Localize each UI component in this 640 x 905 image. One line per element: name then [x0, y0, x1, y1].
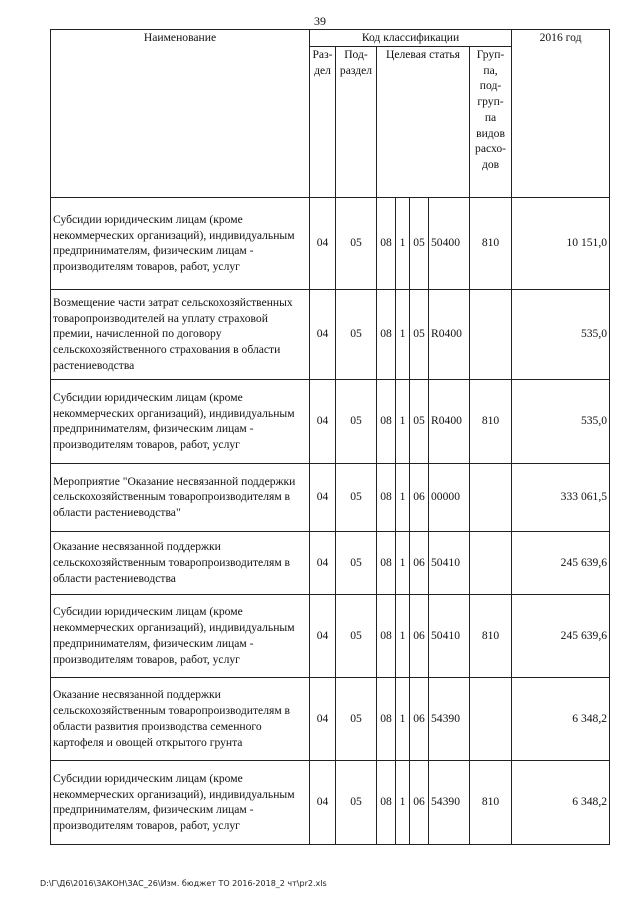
row-target-activity: 06: [410, 463, 429, 531]
page-number: 39: [314, 14, 326, 28]
row-section: 04: [310, 760, 336, 844]
row-subsection: 05: [336, 760, 377, 844]
row-name: Возмещение части затрат сельскохозяйственных товаропроизводителей на уплату страховой премии, начисленной по договору сельскохозяйственного страхования в области растениеводства: [51, 289, 310, 379]
row-group: 810: [470, 594, 512, 677]
row-group: [470, 289, 512, 379]
row-target-subprogram: 1: [396, 197, 410, 289]
row-amount: 6 348,2: [512, 677, 610, 760]
row-group: [470, 677, 512, 760]
row-group: 810: [470, 379, 512, 463]
header-classification: Код классификации: [310, 30, 512, 47]
row-target-subprogram: 1: [396, 379, 410, 463]
row-group: [470, 531, 512, 594]
header-year: 2016 год: [512, 30, 610, 198]
row-name: Оказание несвязанной поддержки сельскохозяйственным товаропроизводителям в области развития производства семенного картофеля и овощей открытого грунта: [51, 677, 310, 760]
row-target-subprogram: 1: [396, 531, 410, 594]
row-target-program: 08: [377, 463, 396, 531]
row-section: 04: [310, 463, 336, 531]
row-target-subprogram: 1: [396, 677, 410, 760]
row-amount: 535,0: [512, 289, 610, 379]
row-target-activity: 05: [410, 379, 429, 463]
row-section: 04: [310, 197, 336, 289]
row-amount: 10 151,0: [512, 197, 610, 289]
row-target-program: 08: [377, 379, 396, 463]
row-target-direction: R0400: [429, 379, 470, 463]
row-target-program: 08: [377, 289, 396, 379]
row-subsection: 05: [336, 594, 377, 677]
row-section: 04: [310, 289, 336, 379]
row-target-activity: 05: [410, 197, 429, 289]
row-amount: 245 639,6: [512, 594, 610, 677]
row-target-program: 08: [377, 760, 396, 844]
row-target-subprogram: 1: [396, 760, 410, 844]
footer-file-path: D:\Г\Д6\2016\ЗАКОН\ЗАС_26\Изм. бюджет ТО 2016-2018_2 чт\pr2.xls: [40, 879, 327, 888]
row-target-subprogram: 1: [396, 463, 410, 531]
row-target-activity: 06: [410, 594, 429, 677]
header-group: Груп- па, под- груп- па видов расхо- дов: [470, 46, 512, 197]
row-target-activity: 06: [410, 760, 429, 844]
header-section: Раз- дел: [310, 46, 336, 197]
row-amount: 535,0: [512, 379, 610, 463]
header-name: Наименование: [51, 30, 310, 198]
row-name: Субсидии юридическим лицам (кроме некоммерческих организаций), индивидуальным предпринимателям, физическим лицам - производителям товаров, работ, услуг: [51, 197, 310, 289]
row-section: 04: [310, 677, 336, 760]
row-target-program: 08: [377, 531, 396, 594]
row-name: Субсидии юридическим лицам (кроме некоммерческих организаций), индивидуальным предпринимателям, физическим лицам - производителям товаров, работ, услуг: [51, 379, 310, 463]
table-row: [51, 594, 610, 677]
row-name: Субсидии юридическим лицам (кроме некоммерческих организаций), индивидуальным предпринимателям, физическим лицам - производителям товаров, работ, услуг: [51, 594, 310, 677]
budget-table: [50, 29, 610, 845]
table-row: [51, 289, 610, 379]
row-amount: 333 061,5: [512, 463, 610, 531]
row-target-direction: 54390: [429, 760, 470, 844]
row-target-direction: 00000: [429, 463, 470, 531]
row-amount: 6 348,2: [512, 760, 610, 844]
row-subsection: 05: [336, 677, 377, 760]
row-target-direction: 50410: [429, 531, 470, 594]
row-name: Оказание несвязанной поддержки сельскохозяйственным товаропроизводителям в области растениеводства: [51, 531, 310, 594]
table-row: [51, 677, 610, 760]
row-target-program: 08: [377, 197, 396, 289]
header-target: Целевая статья: [377, 46, 470, 197]
row-subsection: 05: [336, 197, 377, 289]
row-target-subprogram: 1: [396, 594, 410, 677]
row-section: 04: [310, 531, 336, 594]
row-target-direction: 50410: [429, 594, 470, 677]
row-subsection: 05: [336, 289, 377, 379]
table-row: [51, 760, 610, 844]
row-subsection: 05: [336, 531, 377, 594]
row-section: 04: [310, 594, 336, 677]
table-row: [51, 463, 610, 531]
row-target-program: 08: [377, 677, 396, 760]
row-target-direction: R0400: [429, 289, 470, 379]
row-subsection: 05: [336, 379, 377, 463]
row-target-program: 08: [377, 594, 396, 677]
row-target-subprogram: 1: [396, 289, 410, 379]
table-row: [51, 531, 610, 594]
row-group: 810: [470, 197, 512, 289]
row-amount: 245 639,6: [512, 531, 610, 594]
row-group: 810: [470, 760, 512, 844]
row-name: Мероприятие "Оказание несвязанной поддержки сельскохозяйственным товаропроизводителям в области растениеводства": [51, 463, 310, 531]
row-group: [470, 463, 512, 531]
header-subsection: Под- раздел: [336, 46, 377, 197]
table-row: [51, 197, 610, 289]
table-row: [51, 379, 610, 463]
row-target-direction: 50400: [429, 197, 470, 289]
row-target-activity: 06: [410, 531, 429, 594]
row-subsection: 05: [336, 463, 377, 531]
row-section: 04: [310, 379, 336, 463]
row-target-activity: 05: [410, 289, 429, 379]
row-target-activity: 06: [410, 677, 429, 760]
row-target-direction: 54390: [429, 677, 470, 760]
row-name: Субсидии юридическим лицам (кроме некоммерческих организаций), индивидуальным предпринимателям, физическим лицам - производителям товаров, работ, услуг: [51, 760, 310, 844]
